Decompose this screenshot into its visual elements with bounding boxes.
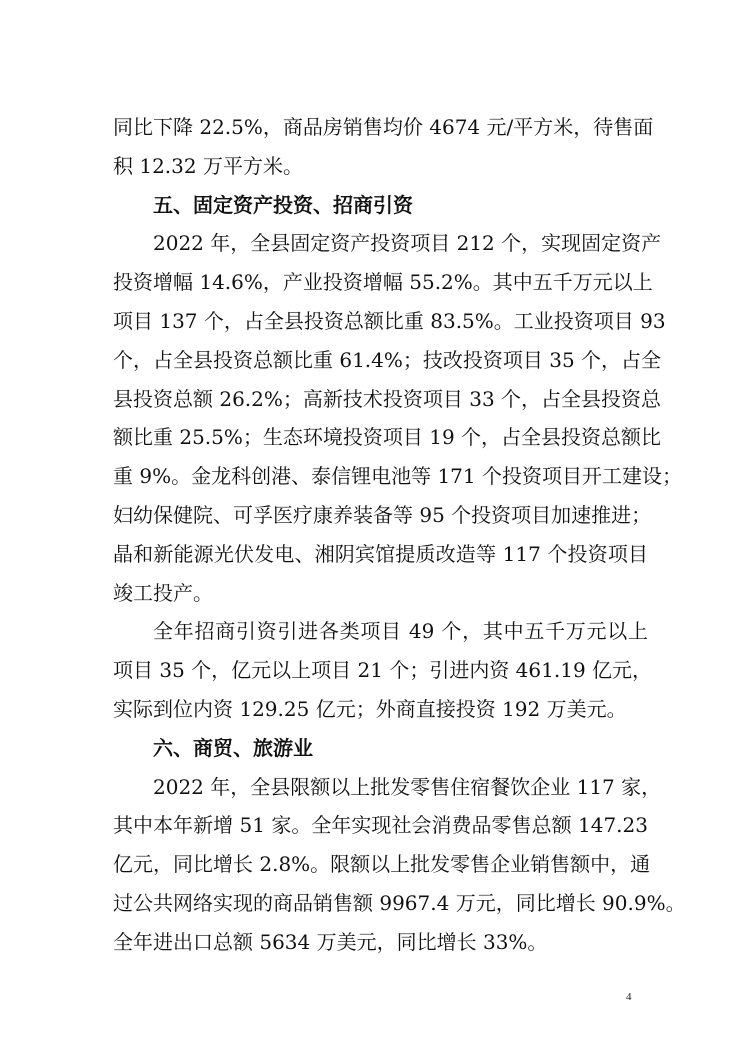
section-heading-commerce-tourism: 六、商贸、旅游业 [153,735,313,760]
text-line: 亿元，同比增长 2.8%。限额以上批发零售企业销售额中，通 [113,852,651,877]
text-line: 妇幼保健院、可孚医疗康养装备等 95 个投资项目加速推进； [113,502,652,527]
text-line: 晶和新能源光伏发电、湘阴宾馆提质改造等 117 个投资项目 [113,541,648,566]
text-line: 额比重 25.5%；生态环境投资项目 19 个，占全县投资总额比 [113,425,662,450]
paragraph-commerce [113,768,686,962]
intro-paragraph [113,108,654,186]
page-number: 4 [626,991,632,1003]
text-line: 投资增幅 14.6%，产业投资增幅 55.2%。其中五千万元以上 [113,270,653,295]
text-line: 个，占全县投资总额比重 61.4%；技改投资项目 35 个，占全 [113,347,662,372]
section-heading-fixed-asset-investment: 五、固定资产投资、招商引资 [153,192,413,217]
text-line: 实际到位内资 129.25 亿元；外商直接投资 192 万美元。 [113,696,627,721]
text-line: 项目 137 个，占全县投资总额比重 83.5%。工业投资项目 93 [113,308,666,333]
text-line: 其中本年新增 51 家。全年实现社会消费品零售总额 147.23 [113,813,648,838]
document-body [113,108,686,962]
text-line: 全年招商引资引进各类项目 49 个，其中五千万元以上 [153,619,648,644]
text-line: 县投资总额 26.2%；高新技术投资项目 33 个，占全县投资总 [113,386,662,411]
text-line: 全年进出口总额 5634 万美元，同比增长 33%。 [113,929,548,954]
text-line: 2022 年，全县限额以上批发零售住宿餐饮企业 117 家， [153,774,662,799]
text-line: 项目 35 个，亿元以上项目 21 个；引进内资 461.19 亿元， [113,658,653,683]
text-line: 重 9%。金龙科创港、泰信锂电池等 171 个投资项目开工建设； [113,464,682,489]
paragraph-investment-attraction [113,612,653,728]
text-line: 积 12.32 万平方米。 [113,153,303,178]
text-line: 同比下降 22.5%，商品房销售均价 4674 元/平方米，待售面 [113,115,654,139]
paragraph-fixed-asset-investment [113,224,682,612]
text-line: 竣工投产。 [113,580,213,605]
text-line: 过公共网络实现的商品销售额 9967.4 万元，同比增长 90.9%。 [113,890,686,915]
text-line: 2022 年，全县固定资产投资项目 212 个，实现固定资产 [153,231,662,256]
